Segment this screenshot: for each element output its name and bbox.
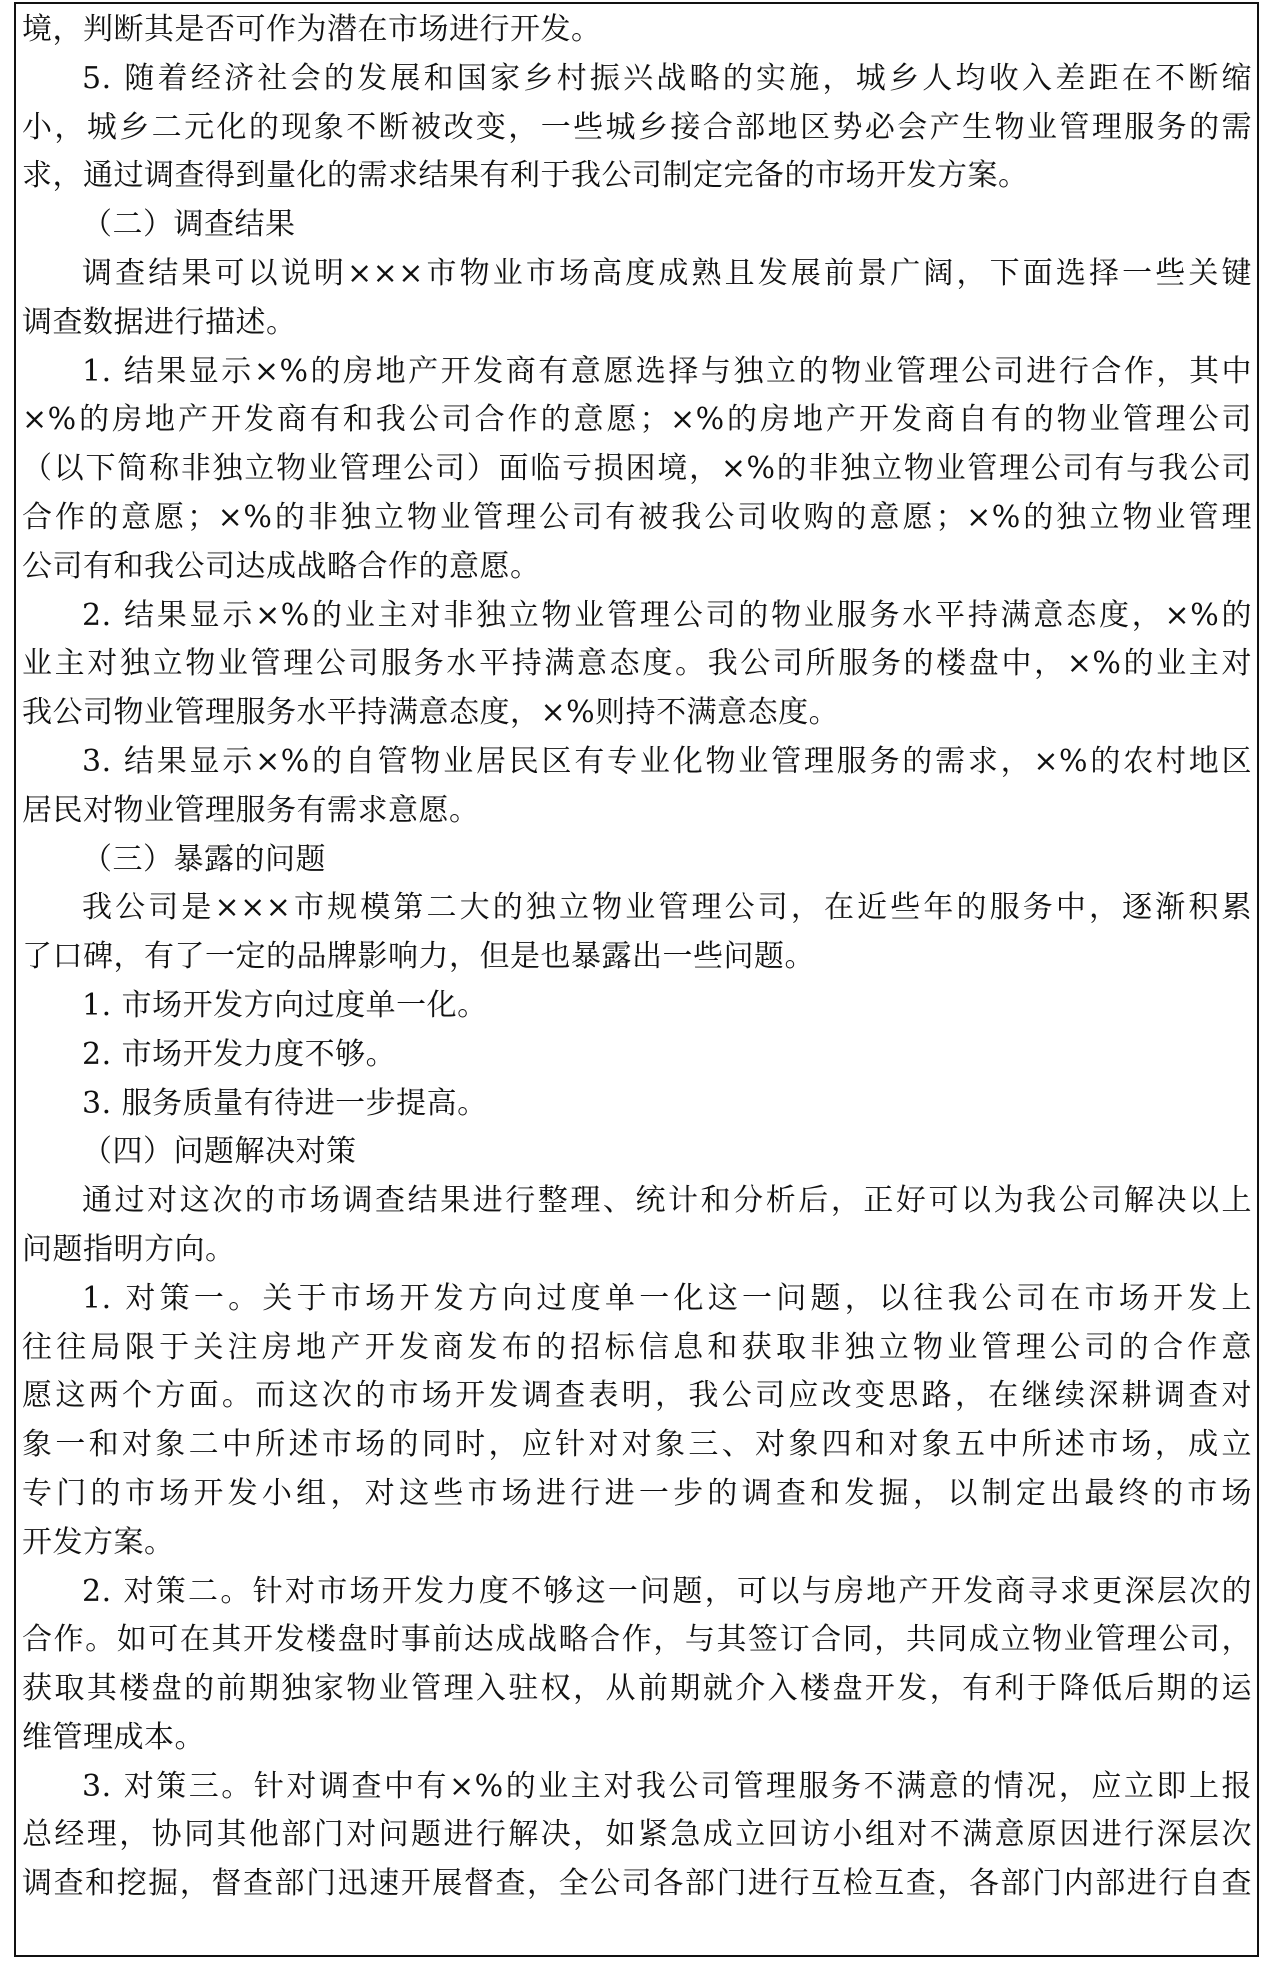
text-line: 调查数据进行描述。 — [22, 304, 297, 340]
text-line: 合作的意愿；×%的非独立物业管理公司有被我公司收购的意愿；×%的独立物业管理 — [22, 499, 1252, 535]
text-line: 调查结果可以说明×××市物业市场高度成熟且发展前景广阔，下面选择一些关键 — [82, 255, 1252, 291]
text-line: 通过对这次的市场调查结果进行整理、统计和分析后，正好可以为我公司解决以上 — [82, 1183, 1252, 1219]
text-line: 合作。如可在其开发楼盘时事前达成战略合作，与其签订合同，共同成立物业管理公司， — [22, 1622, 1252, 1658]
text-line: 2. 结果显示×%的业主对非独立物业管理公司的物业服务水平持满意态度，×%的 — [82, 597, 1252, 633]
text-line: 开发方案。 — [22, 1524, 175, 1560]
text-line: 3. 结果显示×%的自管物业居民区有专业化物业管理服务的需求，×%的农村地区 — [82, 743, 1252, 779]
text-line: （以下简称非独立物业管理公司）面临亏损困境，×%的非独立物业管理公司有与我公司 — [22, 451, 1252, 487]
text-line: 5. 随着经济社会的发展和国家乡村振兴战略的实施，城乡人均收入差距在不断缩 — [82, 60, 1252, 96]
text-line: 1. 结果显示×%的房地产开发商有意愿选择与独立的物业管理公司进行合作，其中 — [82, 353, 1252, 389]
text-line: 业主对独立物业管理公司服务水平持满意态度。我公司所服务的楼盘中，×%的业主对 — [22, 646, 1252, 682]
text-line: 获取其楼盘的前期独家物业管理入驻权，从前期就介入楼盘开发，有利于降低后期的运 — [22, 1671, 1252, 1707]
text-line: 2. 对策二。针对市场开发力度不够这一问题，可以与房地产开发商寻求更深层次的 — [82, 1573, 1252, 1609]
text-line: 1. 市场开发方向过度单一化。 — [82, 987, 488, 1023]
text-line: 专门的市场开发小组，对这些市场进行进一步的调查和发掘，以制定出最终的市场 — [22, 1475, 1252, 1511]
text-line: 3. 对策三。针对调查中有×%的业主对我公司管理服务不满意的情况，应立即上报 — [82, 1768, 1252, 1804]
text-line: （四）问题解决对策 — [82, 1134, 357, 1170]
text-line: 了口碑，有了一定的品牌影响力，但是也暴露出一些问题。 — [22, 939, 815, 975]
text-line: 往往局限于关注房地产开发商发布的招标信息和获取非独立物业管理公司的合作意 — [22, 1329, 1252, 1365]
text-line: （二）调查结果 — [82, 207, 296, 243]
text-line: 1. 对策一。关于市场开发方向过度单一化这一问题，以往我公司在市场开发上 — [82, 1280, 1252, 1316]
text-line: 总经理，协同其他部门对问题进行解决，如紧急成立回访小组对不满意原因进行深层次 — [22, 1817, 1252, 1853]
text-line: 2. 市场开发力度不够。 — [82, 1036, 397, 1072]
text-line: 我公司物业管理服务水平持满意态度，×%则持不满意态度。 — [22, 695, 840, 731]
text-line: 求，通过调查得到量化的需求结果有利于我公司制定完备的市场开发方案。 — [22, 158, 1029, 194]
text-line: 维管理成本。 — [22, 1719, 205, 1755]
text-line: （三）暴露的问题 — [82, 841, 326, 877]
text-line: 3. 服务质量有待进一步提高。 — [82, 1085, 488, 1121]
text-line: 公司有和我公司达成战略合作的意愿。 — [22, 548, 541, 584]
text-line: 境，判断其是否可作为潜在市场进行开发。 — [22, 12, 602, 47]
text-line: 愿这两个方面。而这次的市场开发调查表明，我公司应改变思路，在继续深耕调查对 — [22, 1378, 1252, 1414]
text-line: 我公司是×××市规模第二大的独立物业管理公司，在近些年的服务中，逐渐积累 — [82, 890, 1252, 926]
text-line: 小，城乡二元化的现象不断被改变，一些城乡接合部地区势必会产生物业管理服务的需 — [22, 109, 1252, 145]
text-line: 象一和对象二中所述市场的同时，应针对对象三、对象四和对象五中所述市场，成立 — [22, 1427, 1252, 1463]
document-body — [22, 6, 1252, 1909]
text-line: 居民对物业管理服务有需求意愿。 — [22, 792, 480, 828]
text-line: 调查和挖掘，督查部门迅速开展督查，全公司各部门进行互检互查，各部门内部进行自查 — [22, 1866, 1252, 1902]
text-line: 问题指明方向。 — [22, 1231, 236, 1267]
text-line: ×%的房地产开发商有和我公司合作的意愿；×%的房地产开发商自有的物业管理公司 — [22, 402, 1252, 438]
